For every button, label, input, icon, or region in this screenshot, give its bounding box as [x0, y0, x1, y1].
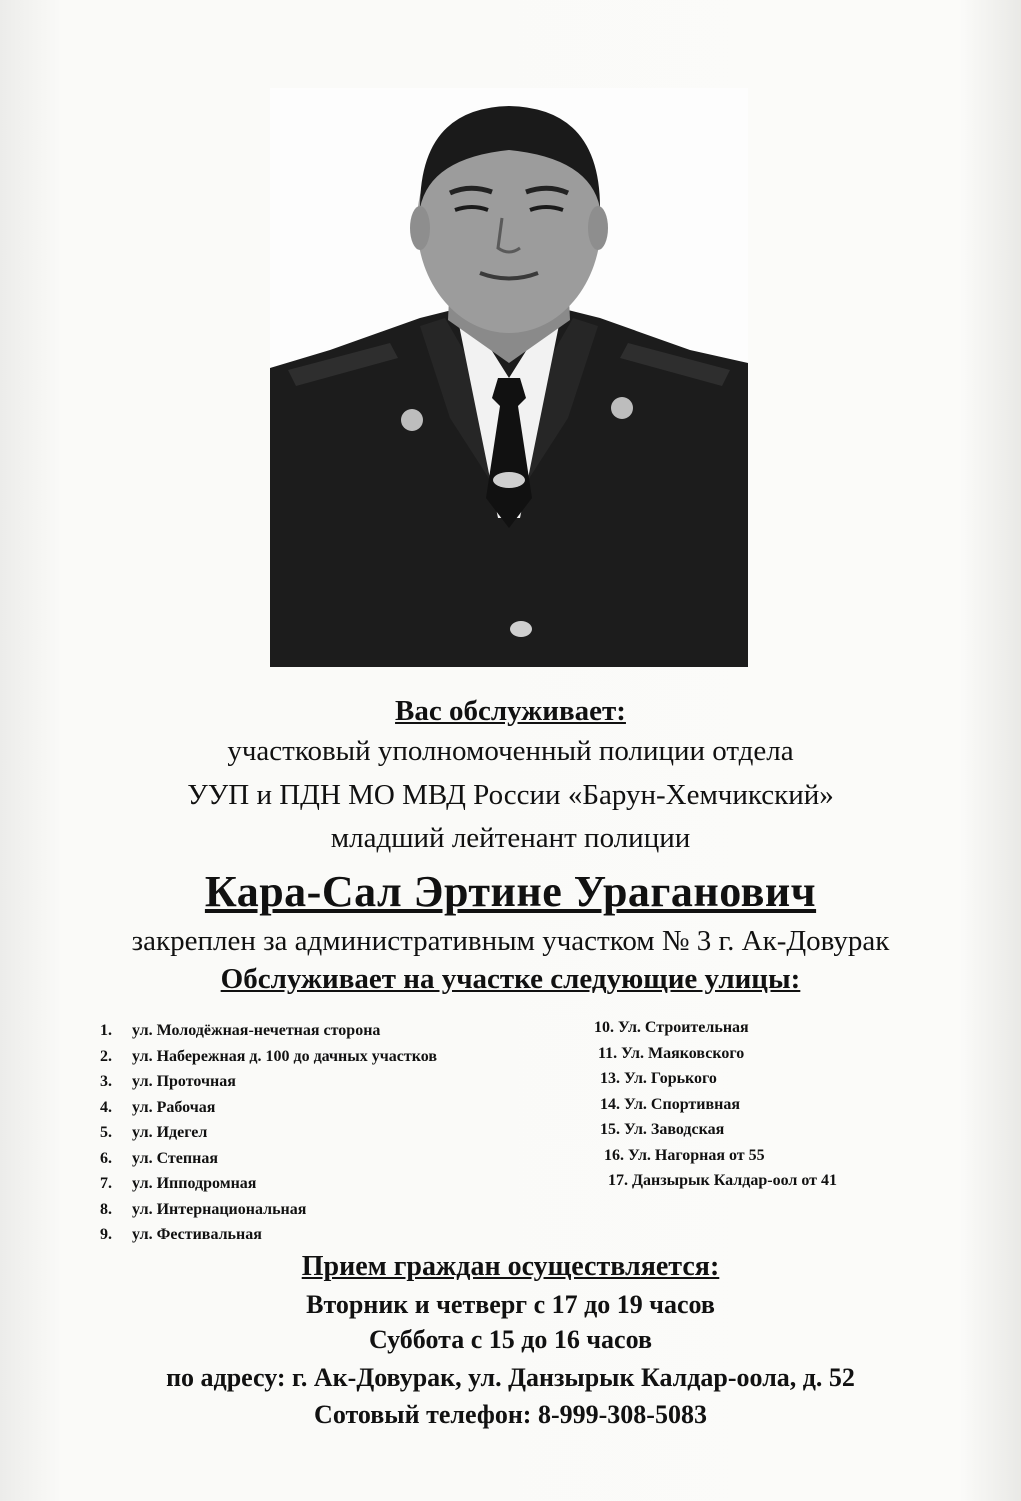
- list-item-text: ул. Степная: [132, 1149, 218, 1167]
- list-item-number: 1.: [100, 1022, 112, 1039]
- streets-list-right: [594, 1015, 837, 1194]
- list-item-text: ул. Молодёжная-нечетная сторона: [132, 1022, 381, 1039]
- streets-list-left: [100, 1018, 437, 1248]
- list-item-number: 4.: [100, 1098, 112, 1116]
- list-item: [100, 1095, 437, 1121]
- list-item: [100, 1120, 437, 1146]
- position-line-1: участковый уполномоченный полиции отдела: [227, 735, 794, 767]
- list-item: [100, 1146, 437, 1172]
- list-item-number: 7.: [100, 1175, 112, 1192]
- list-item: [100, 1044, 437, 1070]
- list-item: 15. Ул. Заводская: [600, 1121, 725, 1138]
- position-line-2: УУП и ПДН МО МВД России «Барун-Хемчикский»: [187, 779, 834, 811]
- list-item: 13. Ул. Горького: [600, 1070, 717, 1087]
- list-item-number: 6.: [100, 1149, 112, 1167]
- phone-number: Сотовый телефон: 8-999-308-5083: [314, 1400, 707, 1429]
- list-item: 10. Ул. Строительная: [594, 1019, 749, 1036]
- officer-photo: [270, 88, 748, 667]
- list-item: [100, 1018, 437, 1044]
- list-item-number: 3.: [100, 1073, 112, 1090]
- list-item-text: ул. Рабочая: [132, 1098, 216, 1116]
- list-item-number: 8.: [100, 1200, 112, 1218]
- schedule-weekdays: Вторник и четверг с 17 до 19 часов: [306, 1290, 715, 1319]
- list-item: 11. Ул. Маяковского: [598, 1044, 745, 1062]
- list-item-number: 9.: [100, 1226, 112, 1243]
- assignment-line: закреплен за административным участком № 3 г. Ак-Довурак: [131, 925, 890, 957]
- list-item-text: ул. Набережная д. 100 до дачных участков: [132, 1047, 437, 1065]
- list-item: [100, 1171, 437, 1197]
- rank-line: младший лейтенант полиции: [330, 822, 691, 854]
- reception-heading: Прием граждан осуществляется:: [301, 1251, 720, 1282]
- list-item: [100, 1069, 437, 1095]
- streets-heading: Обслуживает на участке следующие улицы:: [220, 963, 801, 995]
- schedule-saturday: Суббота с 15 до 16 часов: [369, 1325, 652, 1354]
- list-item: 14. Ул. Спортивная: [600, 1095, 740, 1113]
- list-item: 17. Данзырык Калдар-оол от 41: [608, 1172, 837, 1189]
- reception-address: по адресу: г. Ак-Довурак, ул. Данзырык Калдар-оола, д. 52: [166, 1363, 855, 1392]
- officer-portrait-image: [270, 88, 748, 667]
- list-item-text: ул. Ипподромная: [132, 1175, 257, 1192]
- officer-name: Кара-Сал Эртине Ураганович: [204, 867, 817, 916]
- list-item: [100, 1222, 437, 1248]
- list-item-text: ул. Идегел: [132, 1124, 208, 1141]
- list-item-text: ул. Интернациональная: [132, 1200, 307, 1218]
- list-item-text: ул. Проточная: [132, 1073, 236, 1090]
- list-item-number: 2.: [100, 1047, 112, 1065]
- list-item-text: ул. Фестивальная: [132, 1226, 262, 1243]
- list-item: [100, 1197, 437, 1223]
- list-item-number: 5.: [100, 1124, 112, 1141]
- list-item: 16. Ул. Нагорная от 55: [604, 1146, 765, 1164]
- serves-heading: Вас обслуживает:: [395, 695, 626, 727]
